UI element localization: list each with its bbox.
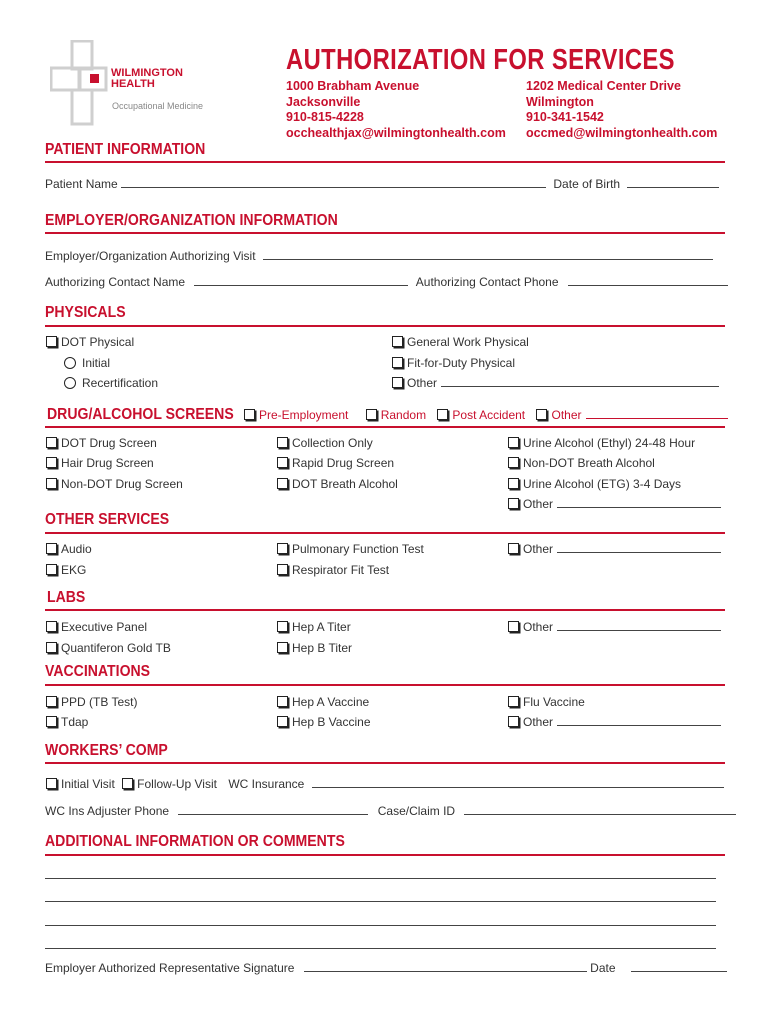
option-label: EKG (61, 563, 87, 577)
lab-item[interactable] (46, 620, 147, 634)
option-label: PPD (TB Test) (61, 695, 138, 709)
dob-label: Date of Birth (553, 177, 621, 191)
checkbox[interactable] (46, 437, 57, 448)
checkbox[interactable] (508, 716, 519, 727)
drug-heading: DRUG/ALCOHOL SCREENS (47, 406, 234, 423)
option-label: Audio (61, 542, 92, 556)
checkbox[interactable] (277, 478, 288, 489)
checkbox[interactable] (508, 498, 519, 509)
dot-physical-option[interactable] (46, 335, 134, 349)
labs-heading: LABS (47, 589, 86, 606)
lab-other-field[interactable] (557, 621, 721, 631)
checkbox[interactable] (277, 564, 288, 575)
date-label: Date (590, 961, 616, 975)
drug-col1-item[interactable] (46, 456, 154, 470)
checkbox[interactable] (46, 564, 57, 575)
employer-org-field[interactable] (263, 250, 713, 260)
signature-row (45, 961, 727, 975)
option-label: Recertification (82, 376, 159, 390)
vaccine-item[interactable] (277, 695, 369, 709)
wc-insurance-field[interactable] (312, 778, 724, 788)
option-label: Post Accident (452, 408, 526, 422)
divider (45, 762, 725, 764)
option-label: Collection Only (292, 436, 373, 450)
checkbox[interactable] (46, 478, 57, 489)
employer-heading: EMPLOYER/ORGANIZATION INFORMATION (45, 212, 338, 229)
checkbox[interactable] (277, 716, 288, 727)
option-label: Random (380, 408, 427, 422)
checkbox[interactable] (46, 778, 57, 789)
option-label: Initial (82, 356, 111, 370)
option-label: Hep A Vaccine (292, 695, 370, 709)
option-label: Hep B Vaccine (292, 715, 371, 729)
adjuster-phone-field[interactable] (178, 805, 368, 815)
lab-item[interactable] (277, 641, 352, 655)
lab-item[interactable] (46, 641, 171, 655)
address-wilmington: 1202 Medical Center Drive Wilmington 910-341-1542 occmed@wilmingtonhealth.com (526, 79, 718, 140)
checkbox[interactable] (122, 778, 133, 789)
address-jacksonville: 1000 Brabham Avenue Jacksonville 910-815-4228 occhealthjax@wilmingtonhealth.com (286, 79, 506, 140)
lab-item[interactable] (277, 620, 351, 634)
divider (45, 325, 725, 327)
comment-line[interactable] (45, 925, 716, 926)
checkbox[interactable] (244, 409, 255, 420)
option-label: Tdap (61, 715, 89, 729)
option-label: Urine Alcohol (ETG) 3-4 Days (523, 477, 682, 491)
option-label: Quantiferon Gold TB (61, 641, 171, 655)
patient-name-row (45, 177, 719, 191)
option-label: DOT Drug Screen (61, 436, 157, 450)
option-label: Other (523, 715, 554, 729)
drug-col1-item[interactable] (46, 436, 157, 450)
drug-col3-item[interactable] (508, 477, 681, 491)
option-label: General Work Physical (407, 335, 529, 349)
option-label: Fit-for-Duty Physical (407, 356, 516, 370)
checkbox[interactable] (536, 409, 547, 420)
workers-comp-heading: WORKERS’ COMP (45, 742, 168, 759)
checkbox[interactable] (392, 377, 403, 388)
service-other-field[interactable] (557, 543, 721, 553)
follow-up-option[interactable] (122, 777, 217, 791)
radio-button[interactable] (64, 377, 76, 389)
divider (45, 161, 725, 163)
checkbox[interactable] (277, 457, 288, 468)
employer-org-label: Employer/Organization Authorizing Visit (45, 249, 256, 263)
drug-col3-other-field[interactable] (557, 498, 721, 508)
divider (45, 609, 725, 611)
page-title: AUTHORIZATION FOR SERVICES (286, 44, 675, 76)
drug-other-field[interactable] (586, 409, 728, 419)
checkbox[interactable] (46, 621, 57, 632)
checkbox[interactable] (508, 478, 519, 489)
checkbox[interactable] (46, 457, 57, 468)
wc-adjuster-row (45, 804, 736, 818)
option-label: Other (523, 497, 554, 511)
patient-name-field[interactable] (121, 178, 546, 188)
service-item[interactable] (277, 542, 424, 556)
option-label: DOT Breath Alcohol (292, 477, 398, 491)
physicals-other-field[interactable] (441, 377, 719, 387)
drug-col3-other[interactable] (508, 497, 721, 511)
checkbox[interactable] (392, 357, 403, 368)
option-label: Other (551, 408, 582, 422)
option-label: Non-DOT Drug Screen (61, 477, 183, 491)
option-label: Rapid Drug Screen (292, 456, 395, 470)
option-label: DOT Physical (61, 335, 135, 349)
checkbox[interactable] (277, 543, 288, 554)
divider (45, 532, 725, 534)
drug-col1-item[interactable] (46, 477, 183, 491)
checkbox[interactable] (46, 543, 57, 554)
checkbox[interactable] (366, 409, 377, 420)
option-label: Executive Panel (61, 620, 148, 634)
vaccine-other[interactable] (508, 715, 721, 729)
fit-for-duty-option[interactable] (392, 356, 515, 370)
drug-col2-item[interactable] (277, 477, 398, 491)
checkbox[interactable] (277, 437, 288, 448)
claim-id-field[interactable] (464, 805, 736, 815)
drug-col2-item[interactable] (277, 436, 373, 450)
option-label: Other (523, 542, 554, 556)
physicals-heading: PHYSICALS (45, 304, 126, 321)
option-label: Hair Drug Screen (61, 456, 154, 470)
option-label: Other (523, 620, 554, 634)
option-label: Hep A Titer (292, 620, 351, 634)
drug-col3-item[interactable] (508, 436, 695, 450)
checkbox[interactable] (437, 409, 448, 420)
employer-org-row (45, 249, 713, 263)
checkbox[interactable] (392, 336, 403, 347)
other-services-heading: OTHER SERVICES (45, 511, 170, 528)
service-item[interactable] (277, 563, 389, 577)
initial-option[interactable] (64, 356, 110, 370)
contact-phone-field[interactable] (568, 276, 728, 286)
drug-col3-item[interactable] (508, 456, 655, 470)
option-label: Urine Alcohol (Ethyl) 24-48 Hour (523, 436, 696, 450)
vaccine-item[interactable] (277, 715, 371, 729)
dob-field[interactable] (627, 178, 719, 188)
wc-insurance-label: WC Insurance (228, 777, 305, 791)
option-label: Non-DOT Breath Alcohol (523, 456, 655, 470)
patient-heading: PATIENT INFORMATION (45, 141, 206, 158)
signature-field[interactable] (304, 962, 587, 972)
divider (45, 854, 725, 856)
service-other[interactable] (508, 542, 721, 556)
comment-line[interactable] (45, 901, 716, 902)
vaccine-item[interactable] (46, 715, 88, 729)
contact-name-field[interactable] (194, 276, 408, 286)
option-label: Hep B Titer (292, 641, 353, 655)
pre-employment-option[interactable] (244, 408, 348, 422)
option-label: Other (407, 376, 438, 390)
contact-name-label: Authorizing Contact Name (45, 275, 186, 289)
checkbox[interactable] (508, 437, 519, 448)
vaccine-item[interactable] (46, 695, 137, 709)
physicals-other-option[interactable] (392, 376, 719, 390)
checkbox[interactable] (277, 642, 288, 653)
checkbox[interactable] (508, 543, 519, 554)
contact-phone-label: Authorizing Contact Phone (415, 275, 559, 289)
option-label: Flu Vaccine (523, 695, 585, 709)
general-work-physical-option[interactable] (392, 335, 529, 349)
checkbox[interactable] (508, 621, 519, 632)
checkbox[interactable] (46, 716, 57, 727)
service-item[interactable] (46, 563, 86, 577)
date-field[interactable] (631, 962, 727, 972)
option-label: Pre-Employment (259, 408, 349, 422)
initial-visit-option[interactable] (46, 777, 115, 791)
wc-row (46, 777, 724, 791)
logo-name: WILMINGTON HEALTH (111, 67, 183, 90)
vaccinations-heading: VACCINATIONS (45, 663, 151, 680)
divider (45, 684, 725, 686)
recertification-option[interactable] (64, 376, 158, 390)
logo-subtitle: Occupational Medicine (112, 101, 204, 111)
option-label: Follow-Up Visit (137, 777, 217, 791)
signature-label: Employer Authorized Representative Signature (45, 961, 295, 975)
checkbox[interactable] (508, 457, 519, 468)
option-label: Pulmonary Function Test (292, 542, 424, 556)
patient-name-label: Patient Name (45, 177, 118, 191)
lab-other[interactable] (508, 620, 721, 634)
random-option[interactable] (366, 408, 426, 422)
checkbox[interactable] (508, 696, 519, 707)
contact-row (45, 275, 728, 289)
comments-heading: ADDITIONAL INFORMATION OR COMMENTS (45, 833, 345, 850)
service-item[interactable] (46, 542, 92, 556)
divider (45, 426, 725, 428)
radio-button[interactable] (64, 357, 76, 369)
vaccine-other-field[interactable] (557, 716, 721, 726)
checkbox[interactable] (277, 696, 288, 707)
drug-types-row (244, 408, 728, 422)
option-label: Initial Visit (61, 777, 115, 791)
vaccine-item[interactable] (508, 695, 585, 709)
claim-id-label: Case/Claim ID (377, 804, 456, 818)
post-accident-option[interactable] (437, 408, 525, 422)
drug-col2-item[interactable] (277, 456, 394, 470)
logo-cross-icon (50, 40, 110, 126)
divider (45, 232, 725, 234)
checkbox[interactable] (277, 621, 288, 632)
checkbox[interactable] (46, 696, 57, 707)
checkbox[interactable] (46, 336, 57, 347)
option-label: Respirator Fit Test (292, 563, 390, 577)
comment-line[interactable] (45, 948, 716, 949)
comment-line[interactable] (45, 878, 716, 879)
drug-other-option[interactable] (536, 408, 727, 422)
checkbox[interactable] (46, 642, 57, 653)
adjuster-phone-label: WC Ins Adjuster Phone (45, 804, 170, 818)
